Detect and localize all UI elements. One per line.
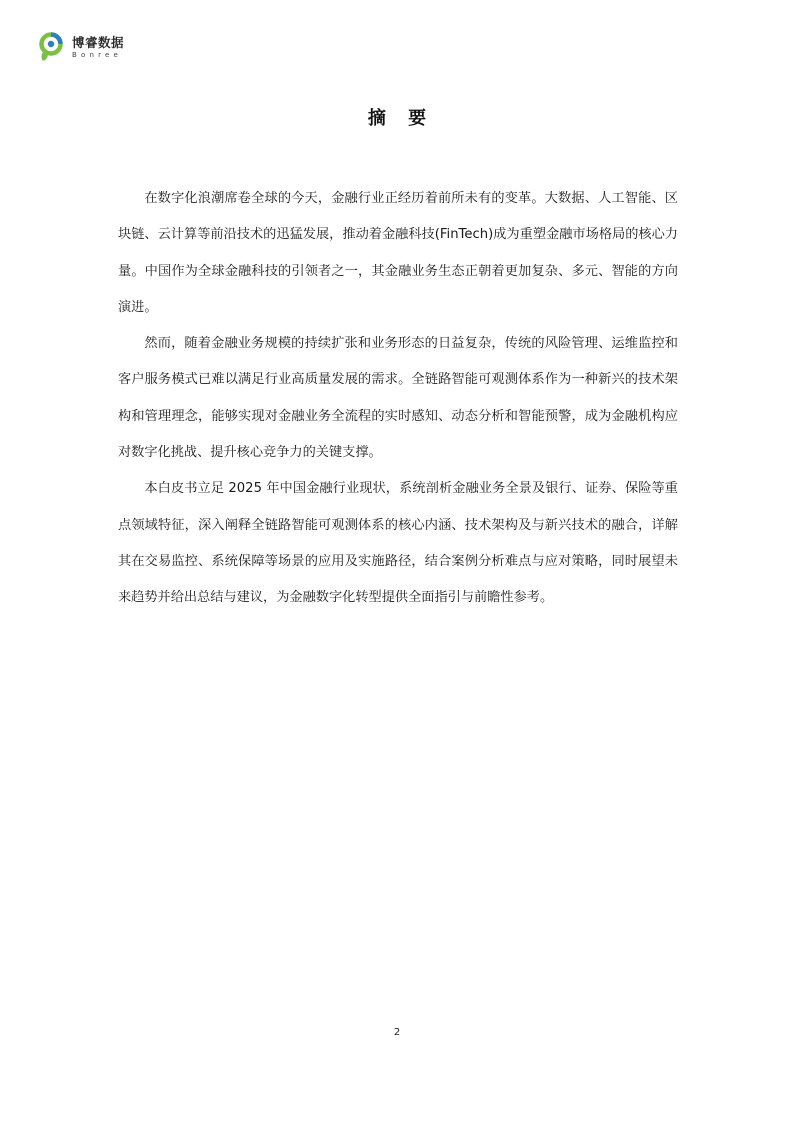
paragraph-1: 在数字化浪潮席卷全球的今天，金融行业正经历着前所未有的变革。大数据、人工智能、区块链、云计算等前沿技术的迅猛发展，推动着金融科技(FinTech)成为重塑金融市场格局的核心力量。中国作为全球金融科技的引领者之一，其金融业务生态正朝着更加复杂、多元、智能的方向演进。	[118, 191, 678, 315]
paragraph-3: 本白皮书立足 2025 年中国金融行业现状，系统剖析金融业务全景及银行、证券、保险等重点领域特征，深入阐释全链路智能可观测体系的核心内涵、技术架构及与新兴技术的融合，详解其在交易监控、系统保障等场景的应用及实施路径，结合案例分析难点与应对策略，同时展望未来趋势并给出总结与建议，为金融数字化转型提供全面指引与前瞻性参考。	[118, 481, 678, 606]
page-header	[37, 31, 124, 63]
paragraph-2: 然而，随着金融业务规模的持续扩张和业务形态的日益复杂，传统的风险管理、运维监控和客户服务模式已难以满足行业高质量发展的需求。全链路智能可观测体系作为一种新兴的技术架构和管理理念，能够实现对金融业务全流程的实时感知、动态分析和智能预警，成为金融机构应对数字化挑战、提升核心竞争力的关键支撑。	[118, 336, 678, 461]
brand-name-english: Bonree	[72, 50, 123, 59]
brand-name-chinese: 博睿数据	[72, 34, 125, 50]
bonree-logo-icon	[37, 31, 69, 63]
page-title: 摘 要	[367, 108, 435, 129]
page-number: 2	[393, 1027, 401, 1038]
brand-name	[72, 35, 124, 60]
abstract-body	[118, 181, 678, 617]
